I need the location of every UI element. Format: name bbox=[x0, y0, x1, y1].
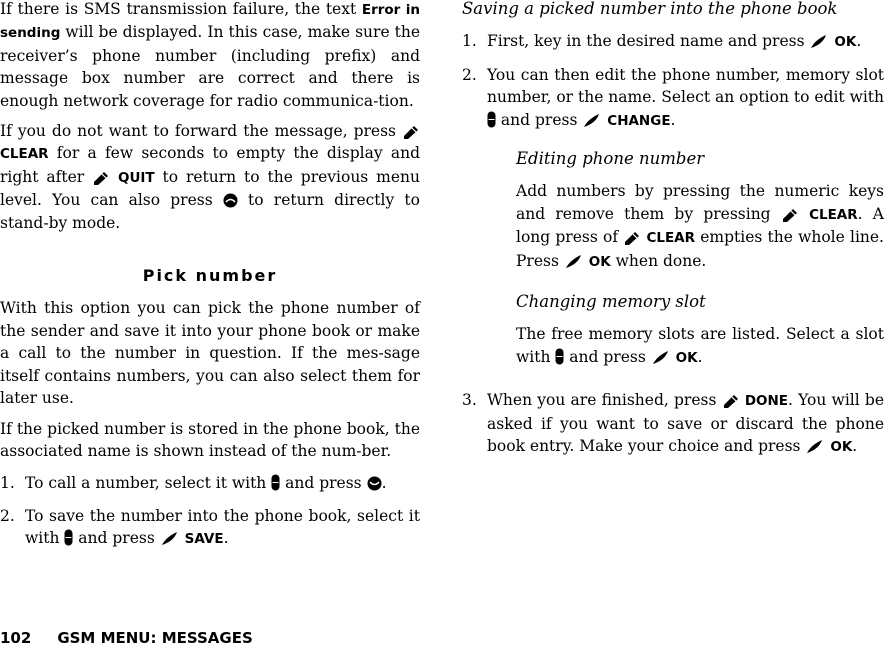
right-column bbox=[462, 0, 884, 459]
ok-key-icon bbox=[564, 254, 584, 269]
clear-key-icon bbox=[402, 124, 420, 139]
pick-number-intro: With this option you can pick the phone number of the sender and save it into your phone book or make a call to the number in question. If the mes-sage itself contains numbers, you can also select them for later use. bbox=[0, 299, 420, 408]
section-name: GSM MENU: MESSAGES bbox=[57, 629, 253, 647]
save-label: SAVE bbox=[184, 531, 224, 548]
change-label: CHANGE bbox=[607, 112, 671, 129]
list-item: 2. To save the number into the phone book, select it with and press SAVE. bbox=[0, 506, 420, 548]
clear-key-icon bbox=[623, 230, 641, 245]
ok-key-icon bbox=[651, 350, 671, 365]
clear-label: CLEAR bbox=[809, 206, 858, 223]
list-item: 2. You can then edit the phone number, memory slot number, or the name. Select an option to edit with and press CHANGE. bbox=[462, 65, 884, 129]
page-footer bbox=[0, 629, 253, 647]
ok-key-icon bbox=[160, 531, 180, 546]
clear-key-icon bbox=[781, 207, 799, 222]
editing-paragraph: Add numbers by pressing the numeric keys and remove them by pressing CLEAR. A long press of CLEAR empties the whole line. Press OK when done. bbox=[516, 182, 884, 270]
clear-key-icon bbox=[92, 170, 110, 185]
ok-key-icon bbox=[582, 113, 602, 128]
done-label: DONE bbox=[744, 393, 789, 410]
sms-failure-paragraph: If there is SMS transmission failure, the text Error in sending will be displayed. In this case, make sure the receiver’s phone number (including prefix) and message box number are correct and there is enough network coverage for radio communica-tion. bbox=[0, 0, 420, 110]
ok-label: OK bbox=[834, 34, 857, 51]
clear-label: CLEAR bbox=[0, 146, 49, 163]
scroll-key-icon bbox=[271, 474, 280, 491]
ok-label: OK bbox=[588, 253, 611, 270]
editing-phone-number-title: Editing phone number bbox=[516, 149, 705, 169]
saving-picked-number-title: Saving a picked number into the phone book bbox=[462, 0, 838, 18]
changing-memory-slot-title: Changing memory slot bbox=[516, 292, 706, 312]
memory-slot-paragraph: The free memory slots are listed. Select a slot with and press OK. bbox=[516, 325, 884, 366]
scroll-key-icon bbox=[487, 111, 496, 128]
forward-paragraph: If you do not want to forward the message, press CLEAR for a few seconds to empty the display and right after QUIT to return to the previous menu level. You can also press to return directly to stand-by mode. bbox=[0, 122, 420, 232]
editing-section bbox=[462, 148, 884, 369]
end-call-key-icon bbox=[223, 193, 238, 208]
ok-key-icon bbox=[805, 439, 825, 454]
call-key-icon bbox=[367, 476, 382, 491]
list-item: 1. To call a number, select it with and press . bbox=[0, 474, 387, 493]
error-in-sending-label: Error in sending bbox=[0, 2, 420, 42]
clear-key-icon bbox=[722, 393, 740, 408]
phone-book-name-paragraph: If the picked number is stored in the phone book, the associated name is shown instead of the num-ber. bbox=[0, 419, 420, 460]
left-column bbox=[0, 0, 420, 551]
ok-key-icon bbox=[809, 34, 829, 49]
clear-label: CLEAR bbox=[646, 230, 696, 247]
ok-label: OK bbox=[675, 349, 698, 366]
list-item: 1. First, key in the desired name and press OK. bbox=[462, 32, 862, 51]
page-number: 102 bbox=[0, 629, 32, 647]
pick-number-heading: Pick number bbox=[142, 266, 278, 286]
quit-label: QUIT bbox=[117, 169, 155, 186]
ok-label: OK bbox=[830, 439, 853, 456]
list-item: 3. When you are finished, press DONE. You will be asked if you want to save or discard the phone book entry. Make your choice and press OK. bbox=[462, 391, 884, 456]
